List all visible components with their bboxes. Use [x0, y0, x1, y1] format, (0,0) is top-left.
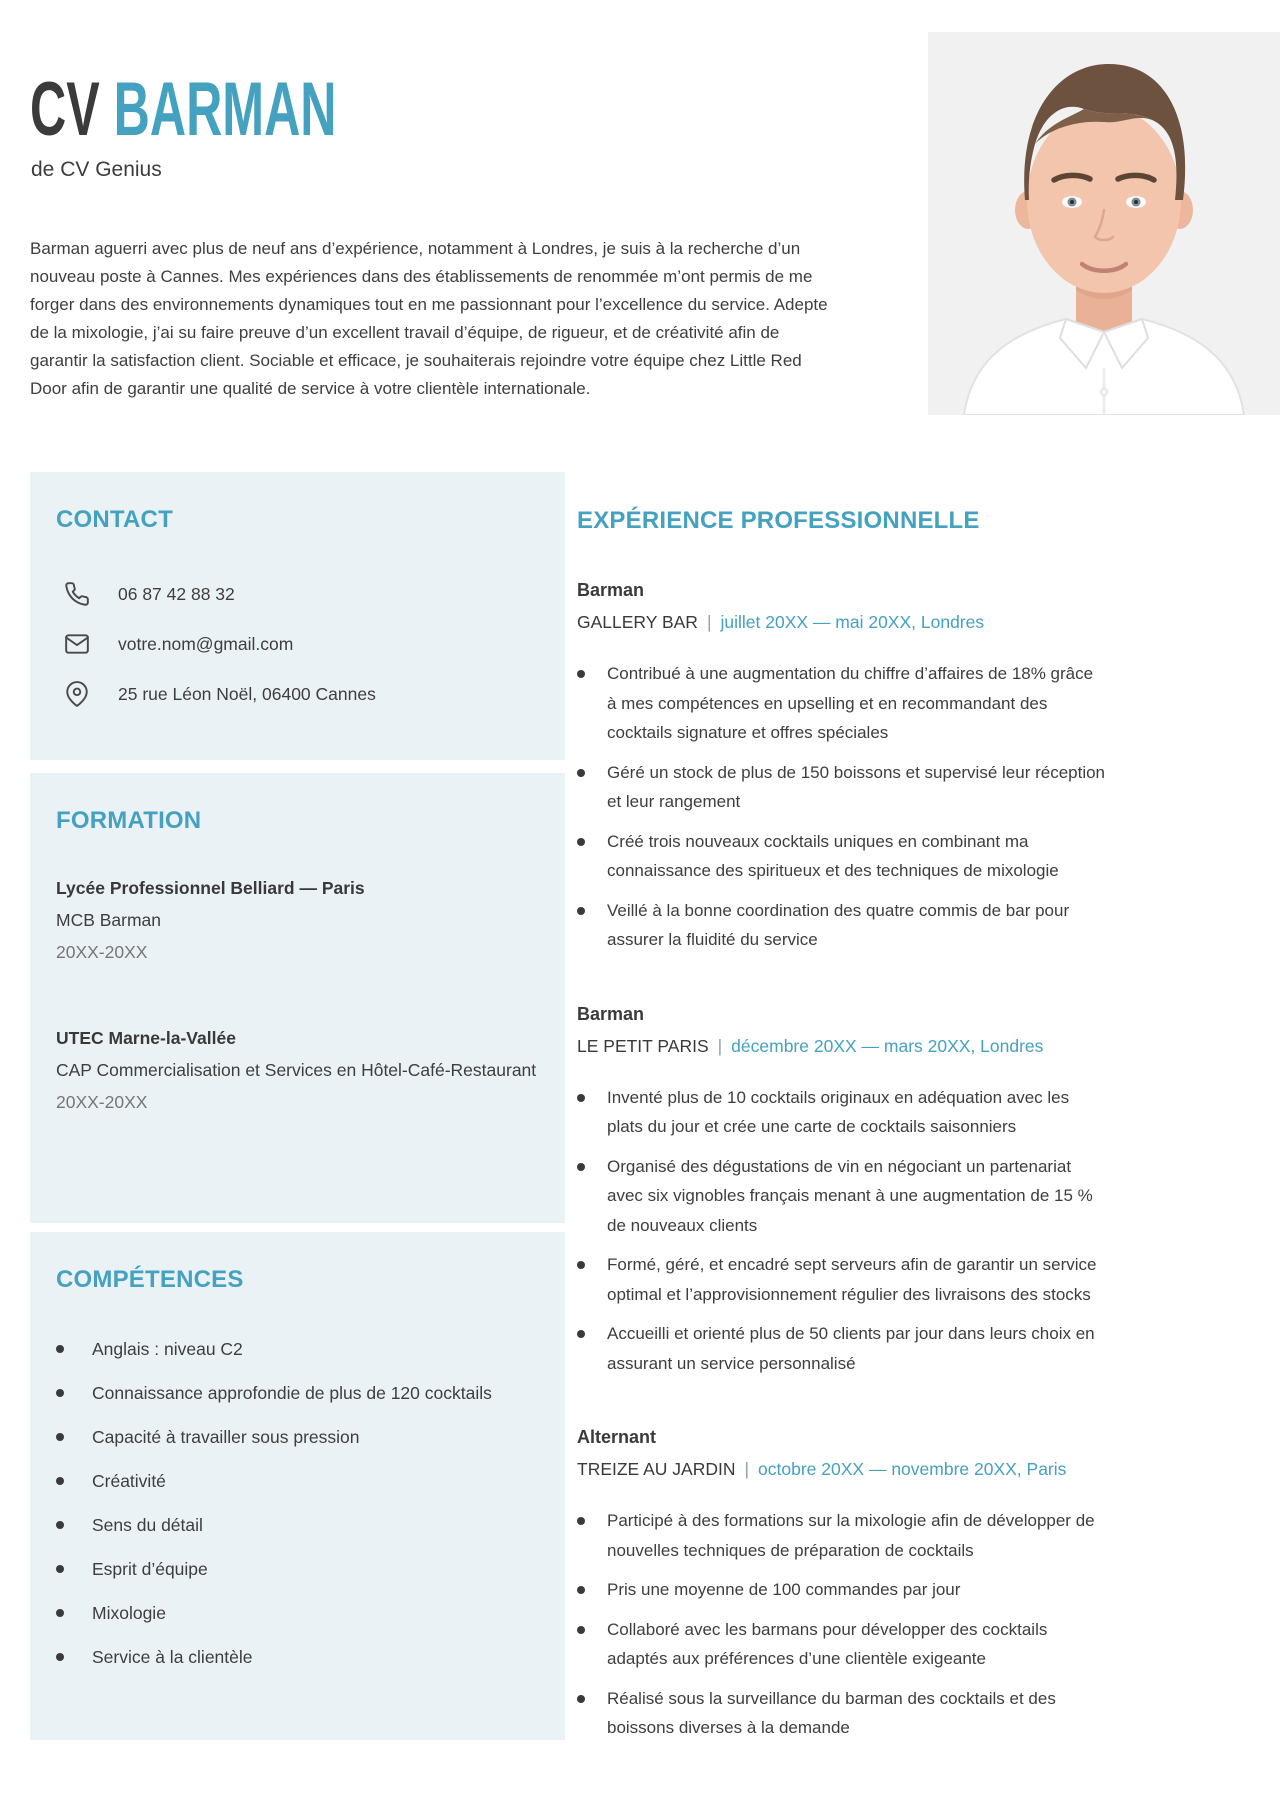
competence-item: [56, 1510, 539, 1540]
title-barman: BARMAN: [113, 67, 337, 152]
job-company-line: [577, 1031, 1105, 1061]
formation-heading: FORMATION: [56, 807, 202, 834]
competence-label: Sens du détail: [92, 1515, 203, 1535]
page-title: [30, 67, 337, 152]
job-entry: [577, 1422, 1105, 1743]
bullet-dot: [577, 1517, 585, 1525]
competence-item: [56, 1378, 539, 1408]
separator: |: [717, 1035, 723, 1056]
bullet-dot: [56, 1653, 64, 1661]
formation-dates: 20XX-20XX: [56, 1092, 148, 1112]
bullet-dot: [577, 1695, 585, 1703]
job-bullet: [577, 1319, 1105, 1378]
job-bullet: [577, 1250, 1105, 1309]
bullet-dot: [577, 1261, 585, 1269]
job-dates: juillet 20XX — mai 20XX, Londres: [720, 612, 985, 632]
contact-rows: [56, 580, 539, 708]
contact-section: [30, 472, 565, 760]
school-name: Lycée Professionnel Belliard — Paris: [56, 878, 365, 898]
bullet-text: Inventé plus de 10 cocktails originaux en adéquation avec les plats du jour et crée une carte de cocktails saisonniers: [607, 1087, 1070, 1136]
competences-heading: COMPÉTENCES: [56, 1266, 244, 1293]
formation-entry: [56, 1022, 539, 1118]
job-title: Alternant: [577, 1427, 657, 1447]
company-name: LE PETIT PARIS: [577, 1035, 709, 1056]
profile-photo: [928, 32, 1280, 415]
school-name: UTEC Marne-la-Vallée: [56, 1028, 236, 1048]
bullet-dot: [577, 907, 585, 915]
job-bullet: [577, 1615, 1105, 1674]
bullet-dot: [577, 1094, 585, 1102]
bullet-text: Participé à des formations sur la mixologie afin de développer de nouvelles techniques de préparation de cocktails: [607, 1511, 1095, 1560]
bullet-dot: [577, 1586, 585, 1594]
contact-row-phone: [64, 580, 539, 608]
separator: |: [744, 1459, 750, 1479]
bullet-text: Organisé des dégustations de vin en négociant un partenariat avec six vignobles français menant à une augmentation de 15 % de nouveaux clients: [607, 1156, 1093, 1235]
bullet-dot: [577, 1163, 585, 1171]
competence-item: [56, 1598, 539, 1628]
formation-section: [30, 773, 565, 1223]
competence-label: Anglais : niveau C2: [92, 1339, 243, 1359]
competence-label: Mixologie: [92, 1603, 166, 1623]
title-cv: CV: [30, 67, 100, 152]
job-bullet: [577, 1083, 1105, 1142]
bullet-text: Pris une moyenne de 100 commandes par jour: [607, 1580, 961, 1599]
job-bullet: [577, 1152, 1105, 1241]
formation-dates: 20XX-20XX: [56, 942, 148, 962]
contact-row-address: [64, 680, 539, 708]
job-bullet: [577, 758, 1105, 817]
bullet-text: Veillé à la bonne coordination des quatre commis de bar pour assurer la fluidité du service: [607, 900, 1070, 949]
job-bullets: [577, 659, 1105, 955]
job-company-line: [577, 1454, 1105, 1484]
experience-section: [577, 505, 1105, 1743]
competence-label: Capacité à travailler sous pression: [92, 1427, 360, 1447]
contact-row-email: [64, 630, 539, 658]
bullet-dot: [56, 1345, 64, 1353]
bullet-dot: [577, 1626, 585, 1634]
bullet-text: Contribué à une augmentation du chiffre d’affaires de 18% grâce à mes compétences en upselling et en recommandant des cocktails signature et offres spéciales: [607, 664, 1094, 742]
competence-label: Connaissance approfondie de plus de 120 cocktails: [92, 1383, 492, 1403]
contact-heading: CONTACT: [56, 506, 173, 533]
competence-item: [56, 1554, 539, 1584]
competence-item: [56, 1642, 539, 1672]
job-dates: décembre 20XX — mars 20XX, Londres: [731, 1035, 1044, 1056]
bullet-dot: [56, 1609, 64, 1617]
bullet-dot: [577, 670, 585, 678]
job-title: Barman: [577, 580, 645, 600]
job-entry: [577, 999, 1105, 1379]
job-dates: octobre 20XX — novembre 20XX, Paris: [758, 1459, 1067, 1479]
competence-item: [56, 1422, 539, 1452]
company-name: GALLERY BAR: [577, 612, 698, 632]
job-bullet: [577, 1506, 1105, 1565]
job-company-line: [577, 607, 1105, 637]
bullet-text: Réalisé sous la surveillance du barman des cocktails et des boissons diverses à la demande: [607, 1688, 1056, 1737]
bullet-dot: [56, 1433, 64, 1441]
email-value: votre.nom@gmail.com: [118, 633, 294, 654]
bullet-text: Formé, géré, et encadré sept serveurs afin de garantir un service optimal et l’approvisionnement régulier des livraisons des stocks: [607, 1255, 1097, 1304]
degree-name: CAP Commercialisation et Services en Hôtel-Café-Restaurant: [56, 1060, 537, 1080]
job-title: Barman: [577, 1003, 645, 1024]
subtitle: de CV Genius: [31, 158, 162, 181]
separator: |: [706, 612, 712, 632]
bullet-dot: [577, 838, 585, 846]
intro-paragraph: Barman aguerri avec plus de neuf ans d’expérience, notamment à Londres, je suis à la recherche d’un nouveau poste à Cannes. Mes expériences dans des établissements de renommée m’ont permis de me forger dans des environnements dynamiques tout en me passionnant pour l’excellence du service. Adepte de la mixologie, j’ai su faire preuve d’un excellent travail d’équipe, de rigueur, et de créativité afin de garantir la satisfaction client. Sociable et efficace, je souhaiterais rejoindre votre équipe chez Little Red Door afin de garantir une qualité de service à votre clientèle internationale.: [30, 239, 828, 398]
job-entry: [577, 575, 1105, 955]
company-name: TREIZE AU JARDIN: [577, 1459, 736, 1479]
mail-icon: [64, 631, 90, 657]
bullet-dot: [577, 769, 585, 777]
experience-heading: EXPÉRIENCE PROFESSIONNELLE: [577, 507, 980, 534]
job-bullet: [577, 1575, 1105, 1605]
bullet-dot: [56, 1521, 64, 1529]
bullet-text: Créé trois nouveaux cocktails uniques en combinant ma connaissance des spiritueux et des techniques de mixologie: [607, 831, 1059, 880]
competence-label: Créativité: [92, 1471, 166, 1491]
bullet-dot: [56, 1477, 64, 1485]
competence-label: Esprit d’équipe: [92, 1559, 208, 1579]
competence-item: [56, 1466, 539, 1496]
bullet-text: Accueilli et orienté plus de 50 clients par jour dans leurs choix en assurant un service personnalisé: [607, 1324, 1095, 1373]
competence-item: [56, 1334, 539, 1364]
formation-entry: [56, 872, 539, 968]
job-bullet: [577, 827, 1105, 886]
job-bullets: [577, 1506, 1105, 1743]
phone-icon: [64, 581, 90, 607]
bullet-dot: [577, 1330, 585, 1338]
job-bullet: [577, 896, 1105, 955]
bullet-text: Géré un stock de plus de 150 boissons et supervisé leur réception et leur rangement: [607, 762, 1106, 811]
bullet-dot: [56, 1389, 64, 1397]
competences-list: [56, 1334, 539, 1672]
competence-label: Service à la clientèle: [92, 1647, 253, 1667]
portrait-illustration: [928, 32, 1280, 415]
address-value: 25 rue Léon Noël, 06400 Cannes: [118, 683, 376, 704]
job-bullet: [577, 659, 1105, 748]
job-bullets: [577, 1083, 1105, 1379]
bullet-text: Collaboré avec les barmans pour développer des cocktails adaptés aux préférences d’une clientèle exigeante: [607, 1619, 1048, 1668]
job-bullet: [577, 1684, 1105, 1743]
map-pin-icon: [64, 681, 90, 707]
phone-value: 06 87 42 88 32: [118, 583, 235, 604]
bullet-dot: [56, 1565, 64, 1573]
degree-name: MCB Barman: [56, 910, 162, 930]
competences-section: [30, 1232, 565, 1740]
